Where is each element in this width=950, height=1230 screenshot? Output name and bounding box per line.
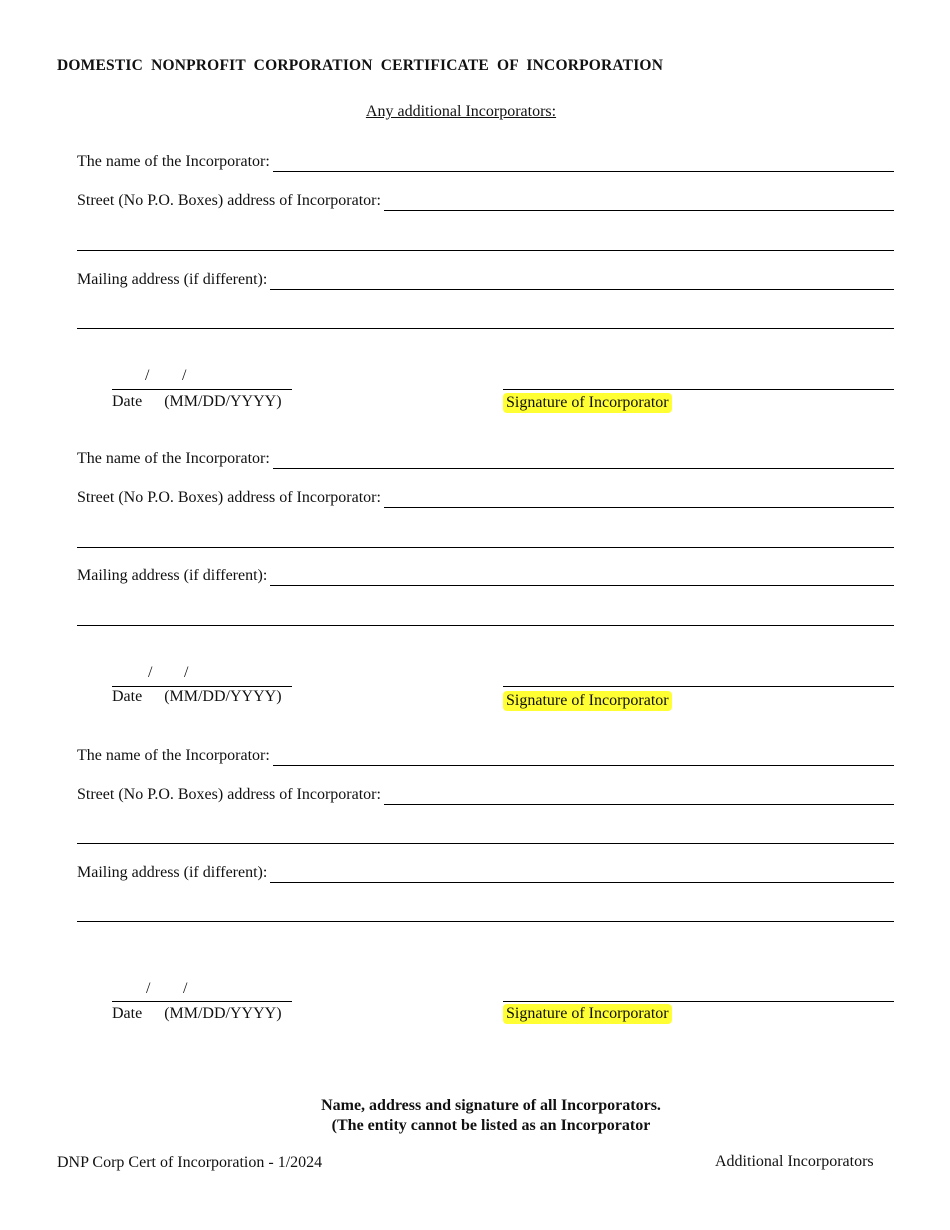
incorporator-name-row	[77, 447, 894, 469]
street-address-label: Street (No P.O. Boxes) address of Incorporator:	[77, 489, 381, 506]
incorporator-name-label: The name of the Incorporator:	[77, 747, 270, 764]
street-address-field[interactable]	[384, 803, 894, 805]
incorporator-name-field[interactable]	[273, 467, 894, 469]
incorporator-block-3	[0, 744, 950, 1024]
mailing-address-field-line-2[interactable]	[77, 625, 894, 626]
street-address-field-line-2[interactable]	[77, 843, 894, 844]
date-label: Date	[112, 393, 143, 410]
date-format-label: (MM/DD/YYYY)	[164, 688, 282, 705]
mailing-address-row	[77, 268, 894, 290]
street-address-label: Street (No P.O. Boxes) address of Incorporator:	[77, 786, 381, 803]
incorporator-name-row	[77, 150, 894, 172]
mailing-address-label: Mailing address (if different):	[77, 271, 268, 288]
section-subtitle: Any additional Incorporators:	[365, 103, 557, 120]
date-slash: /	[148, 664, 153, 681]
incorporator-note-line-1: Name, address and signature of all Incorporators.	[321, 1097, 661, 1114]
incorporator-note-line-2: (The entity cannot be listed as an Incorporator	[331, 1117, 651, 1134]
street-address-row	[77, 486, 894, 508]
date-slash: /	[146, 980, 151, 997]
signature-field[interactable]	[503, 389, 894, 390]
street-address-row	[77, 189, 894, 211]
incorporator-name-field[interactable]	[273, 170, 894, 172]
street-address-field[interactable]	[384, 506, 894, 508]
date-field[interactable]	[112, 1001, 292, 1002]
signature-label: Signature of Incorporator	[503, 691, 672, 711]
incorporator-name-label: The name of the Incorporator:	[77, 450, 270, 467]
mailing-address-field[interactable]	[270, 881, 894, 883]
date-label-group	[112, 393, 282, 411]
signature-label: Signature of Incorporator	[503, 393, 672, 413]
date-label: Date	[112, 1005, 143, 1022]
date-label-group	[112, 1005, 282, 1023]
date-label: Date	[112, 688, 143, 705]
footer-page-title: Additional Incorporators	[715, 1153, 874, 1170]
mailing-address-label: Mailing address (if different):	[77, 864, 268, 881]
signature-label: Signature of Incorporator	[503, 1004, 672, 1024]
date-slash: /	[183, 980, 188, 997]
incorporator-block-1	[0, 150, 950, 430]
incorporator-name-row	[77, 744, 894, 766]
date-slash: /	[145, 367, 150, 384]
street-address-field[interactable]	[384, 209, 894, 211]
mailing-address-row	[77, 564, 894, 586]
street-address-label: Street (No P.O. Boxes) address of Incorporator:	[77, 192, 381, 209]
mailing-address-field[interactable]	[270, 584, 894, 586]
incorporator-block-2	[0, 447, 950, 727]
incorporator-name-label: The name of the Incorporator:	[77, 153, 270, 170]
mailing-address-field-line-2[interactable]	[77, 328, 894, 329]
footer-form-id: DNP Corp Cert of Incorporation - 1/2024	[57, 1154, 323, 1171]
date-slash: /	[184, 664, 189, 681]
date-format-label: (MM/DD/YYYY)	[164, 393, 282, 410]
street-address-field-line-2[interactable]	[77, 250, 894, 251]
signature-field[interactable]	[503, 686, 894, 687]
mailing-address-label: Mailing address (if different):	[77, 567, 268, 584]
date-field[interactable]	[112, 389, 292, 390]
mailing-address-field[interactable]	[270, 288, 894, 290]
date-field[interactable]	[112, 686, 292, 687]
date-slash: /	[182, 367, 187, 384]
street-address-field-line-2[interactable]	[77, 547, 894, 548]
mailing-address-row	[77, 861, 894, 883]
document-title: DOMESTIC NONPROFIT CORPORATION CERTIFICATE OF INCORPORATION	[57, 57, 664, 74]
date-label-group	[112, 688, 282, 706]
incorporator-name-field[interactable]	[273, 764, 894, 766]
date-format-label: (MM/DD/YYYY)	[164, 1005, 282, 1022]
mailing-address-field-line-2[interactable]	[77, 921, 894, 922]
signature-field[interactable]	[503, 1001, 894, 1002]
street-address-row	[77, 783, 894, 805]
